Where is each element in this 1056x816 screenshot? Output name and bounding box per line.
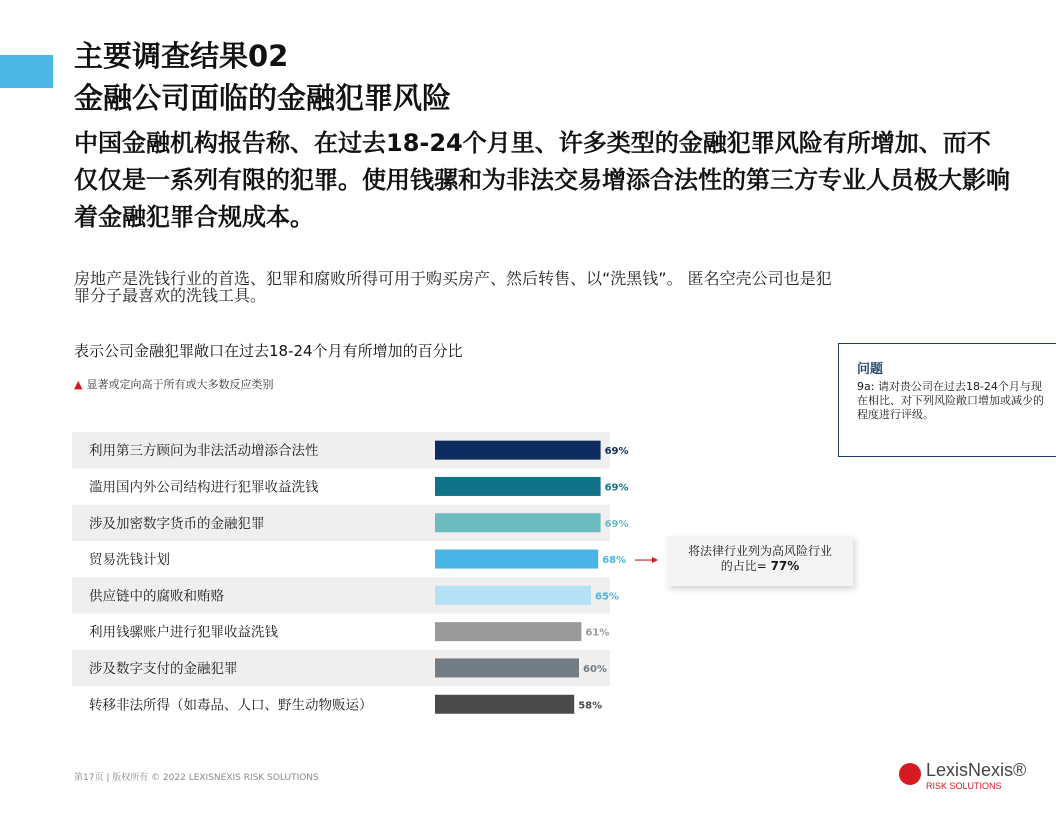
value-label: 60% bbox=[583, 663, 607, 675]
category-label: 供应链中的腐败和贿赂 bbox=[89, 588, 224, 605]
callout-arrowhead bbox=[652, 557, 658, 563]
value-label: 65% bbox=[595, 591, 619, 603]
bar bbox=[435, 441, 601, 460]
category-label: 利用钱骡账户进行犯罪收益洗钱 bbox=[89, 624, 278, 641]
bar bbox=[435, 658, 579, 677]
page-title: 主要调查结果02 bbox=[74, 39, 289, 73]
category-label: 涉及加密数字货币的金融犯罪 bbox=[89, 515, 265, 532]
category-label: 转移非法所得（如毒品、人口、野生动物贩运） bbox=[89, 697, 373, 714]
logo-subtitle: RISK SOLUTIONS bbox=[926, 781, 1002, 791]
value-label: 69% bbox=[604, 446, 629, 458]
value-label: 61% bbox=[585, 627, 610, 639]
category-label: 滥用国内外公司结构进行犯罪收益洗钱 bbox=[89, 479, 319, 496]
question-title: 问题 bbox=[857, 362, 884, 377]
logo-mark-icon bbox=[899, 763, 921, 785]
bar bbox=[435, 586, 591, 605]
body-paragraph: 房地产是洗钱行业的首选、犯罪和腐败所得可用于购买房产、然后转售、以“洗黑钱”。 匿名空壳公司也是犯罪分子最喜欢的洗钱工具。 bbox=[74, 269, 832, 305]
bar bbox=[435, 695, 574, 714]
value-label: 58% bbox=[578, 700, 603, 712]
bar bbox=[435, 622, 581, 641]
bar bbox=[435, 513, 601, 532]
footer-text: 第17页 | 版权所有 © 2022 LEXISNEXIS RISK SOLUTIONS bbox=[74, 773, 319, 783]
page-subtitle: 金融公司面临的金融犯罪风险 bbox=[74, 81, 452, 115]
callout-prefix: 的占比= bbox=[720, 559, 767, 573]
callout-line2 bbox=[677, 559, 843, 574]
logo-name: LexisNexis® bbox=[926, 760, 1027, 780]
value-label: 69% bbox=[604, 482, 629, 494]
callout-line1: 将法律行业列为高风险行业 bbox=[687, 544, 832, 558]
triangle-icon: ▲ bbox=[74, 378, 83, 391]
chart-title: 表示公司金融犯罪敞口在过去18-24个月有所增加的百分比 bbox=[74, 342, 463, 360]
lexisnexis-logo bbox=[899, 760, 1029, 794]
callout-box bbox=[667, 536, 853, 586]
value-label: 68% bbox=[602, 555, 627, 567]
bar bbox=[435, 550, 598, 569]
bar bbox=[435, 477, 601, 496]
category-label: 利用第三方顾问为非法活动增添合法性 bbox=[89, 443, 319, 460]
value-label: 69% bbox=[604, 518, 629, 530]
question-body: 9a: 请对贵公司在过去18-24个月与现在相比、对下列风险敞口增加或减少的程度进行评级。 bbox=[857, 380, 1044, 421]
category-label: 涉及数字支付的金融犯罪 bbox=[89, 660, 238, 677]
legend-note-text: 显著或定向高于所有或大多数反应类别 bbox=[86, 378, 274, 391]
callout-value: 77% bbox=[770, 559, 800, 573]
category-label: 贸易洗钱计划 bbox=[89, 552, 170, 569]
headline: 中国金融机构报告称、在过去18-24个月里、许多类型的金融犯罪风险有所增加、而不仅仅是一系列有限的犯罪。使用钱骡和为非法交易增添合法性的第三方专业人员极大影响着金融犯罪合规成本。 bbox=[74, 129, 1010, 231]
